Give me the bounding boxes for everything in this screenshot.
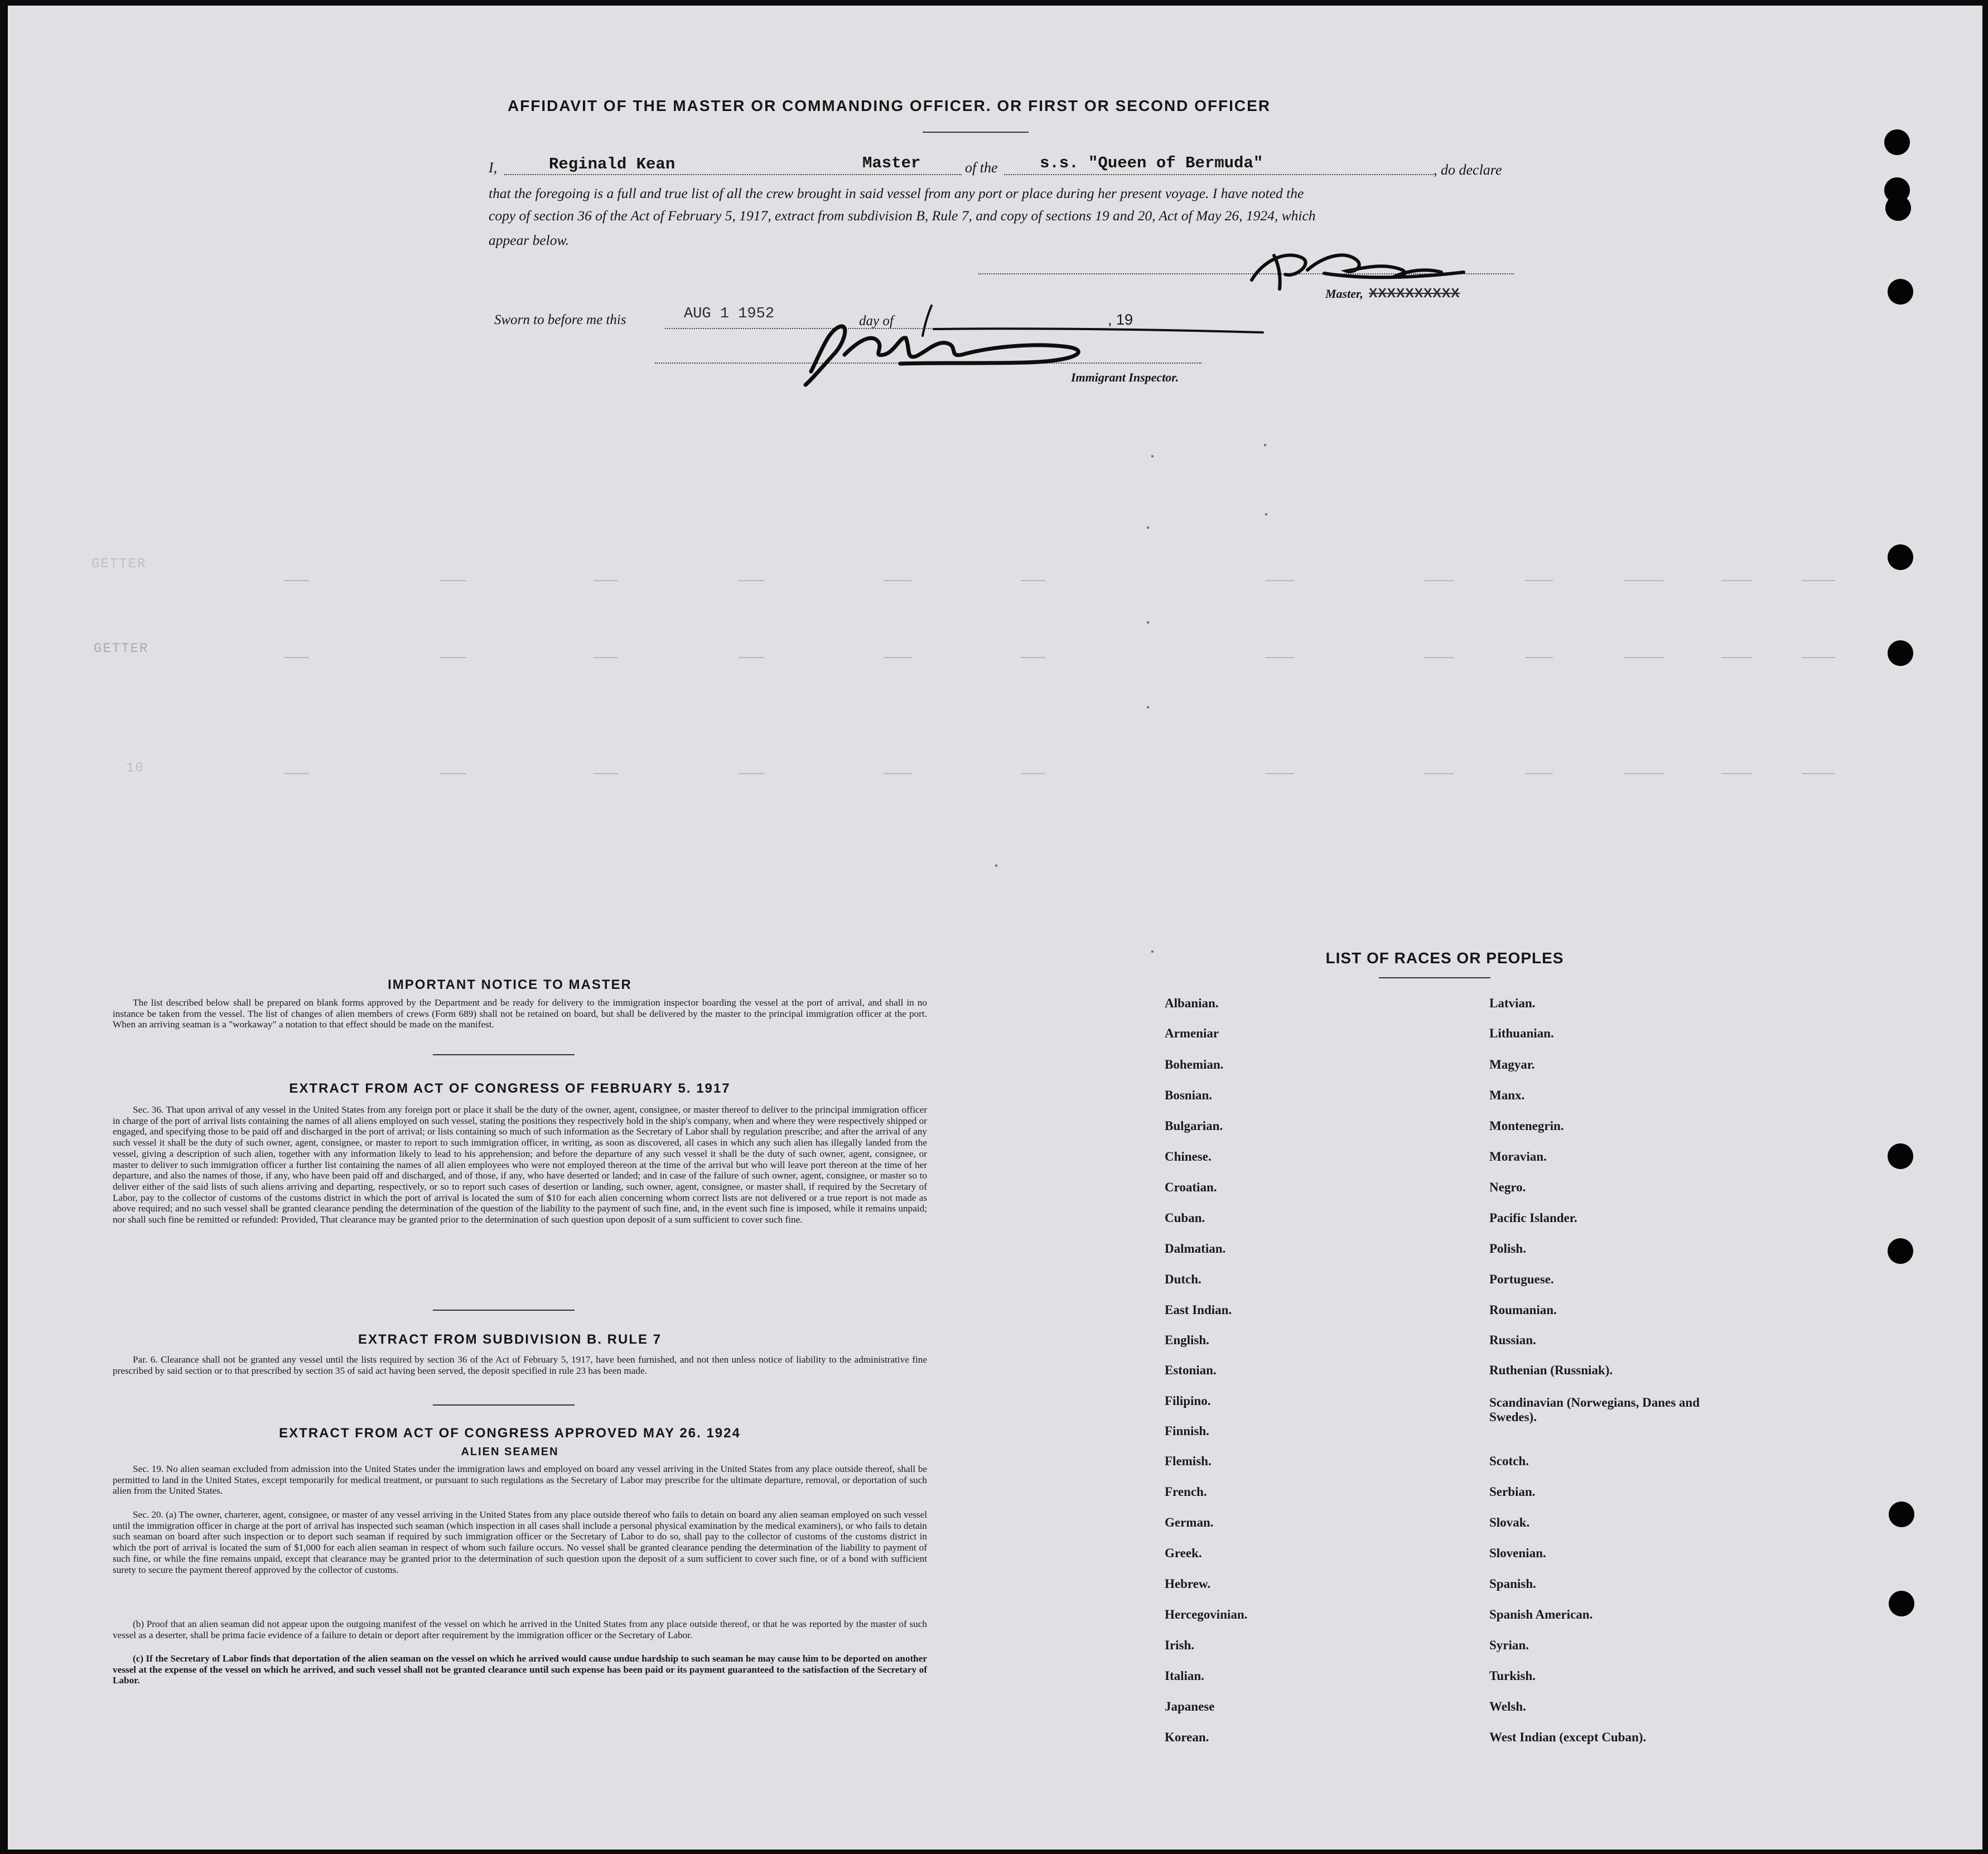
race-item: Armeniar	[1165, 1026, 1219, 1040]
race-item: Polish.	[1489, 1242, 1526, 1256]
affidavit-i-label: I,	[489, 160, 498, 176]
notice-title: IMPORTANT NOTICE TO MASTER	[388, 977, 632, 992]
race-item: English.	[1165, 1333, 1209, 1347]
race-item: Negro.	[1489, 1180, 1526, 1194]
race-item: Spanish American.	[1489, 1607, 1593, 1621]
race-item: Dutch.	[1165, 1272, 1202, 1286]
extract-rule7-title: EXTRACT FROM SUBDIVISION B. RULE 7	[358, 1332, 662, 1347]
race-item: Finnish.	[1165, 1424, 1209, 1438]
race-item: German.	[1165, 1515, 1214, 1529]
race-item: Bohemian.	[1165, 1058, 1224, 1071]
sworn-date-stamp: AUG 1 1952	[684, 306, 775, 322]
race-item: Lithuanian.	[1489, 1026, 1554, 1040]
race-item: Latvian.	[1489, 996, 1536, 1010]
speck	[1147, 706, 1149, 708]
ghost-rule	[593, 773, 618, 774]
ghost-rule	[1265, 773, 1294, 774]
extract-rule7-body: Par. 6. Clearance shall not be granted any vessel until the lists required by section 36 of the Act of February 5, 1917, have been furnished, and not then unless notice of liability to the administrative fine prescribed by said section or to that prescribed by section 35 of said act having been served, the deposit specified in rule 23 has been made.	[113, 1354, 927, 1376]
ghost-rule	[1624, 773, 1663, 774]
master-rank: Master	[862, 154, 921, 172]
race-item: Estonian.	[1165, 1363, 1217, 1377]
ghost-rule	[1802, 657, 1835, 658]
race-item: Syrian.	[1489, 1638, 1529, 1652]
speck	[1151, 455, 1154, 457]
race-item: Slovak.	[1489, 1515, 1530, 1529]
ghost-rule	[440, 580, 466, 581]
race-item: Albanian.	[1165, 996, 1219, 1010]
race-item: Serbian.	[1489, 1485, 1536, 1499]
ghost-rule	[284, 773, 309, 774]
do-declare-label: , do declare	[1434, 162, 1502, 178]
bleed-through-text: 10	[126, 761, 144, 776]
extract-1924-title: EXTRACT FROM ACT OF CONGRESS APPROVED MAY 26. 1924	[279, 1426, 741, 1441]
affidavit-body-line3: appear below.	[489, 232, 570, 248]
name-line	[504, 174, 962, 175]
extract-1924-sec20c: (c) If the Secretary of Labor finds that deportation of the alien seaman on the vessel on which he arrived would cause undue hardship to such seaman he may cause him to be deported on another vessel at the expense of the vessel on which he arrived, and such vessel shall not be granted clearance until such expense has been paid or its payment guaranteed to the satisfaction of the Secretary of Labor.	[113, 1653, 927, 1686]
inspector-caption: Immigrant Inspector.	[1071, 370, 1179, 384]
race-item: Magyar.	[1489, 1058, 1535, 1071]
vessel-line	[1004, 174, 1434, 175]
ghost-rule	[1624, 657, 1663, 658]
master-name: Reginald Kean	[549, 155, 675, 173]
master-caption-struck: XXXXXXXXXX	[1369, 286, 1460, 300]
race-item: Korean.	[1165, 1730, 1209, 1744]
extract-1917-body: Sec. 36. That upon arrival of any vessel in the United States from any foreign port or place it shall be the duty of the owner, agent, consignee, or master thereof to deliver to the principal immigration officer in charge of the port of arrival lists containing the names of all aliens employed on such vessel, stating the positions they respectively hold in the ship's company, when and where they were respectively shipped or engaged, and specifying those to be paid off and discharged in the port of arrival; or lists containing so much of such information as the Secretary of Labor shall by regulation prescribe; and after the arrival of any such vessel it shall be the duty of such owner, agent, consignee, or master to report to such immigration officer, in writing, as soon as discovered, all cases in which any such alien has illegally landed from the vessel, giving a description of such alien, together with any information likely to lead to his apprehension; and before the departure of any such vessel it shall be the duty of such owner, agent, consignee, or master to deliver to such immigration officer a further list containing the names of all alien employees who were not employed thereon at the time of the arrival but who will leave port thereon at the time of her departure, and also the names of those, if any, who have been paid off and discharged, and of those, if any, who have deserted or landed; and in case of the failure of such owner, agent, consignee, or master so to deliver either of the said lists of such aliens arriving and departing, respectively, or so to report such cases of desertion or landing, such owner, agent, consignee, or master shall, if required by the Secretary of Labor, pay to the collector of customs of the customs district in which the port of arrival is located the sum of $10 for each alien concerning whom correct lists are not delivered or a true report is not made as above required; and no such vessel shall be granted clearance pending the determination of the question of the liability to the payment of such fine, and, in the event such fine is imposed, while it remains unpaid; nor shall such fine be remitted or refunded: Provided, That clearance may be granted prior to the determination of such question upon deposit of a sum sufficient to cover such fine.	[113, 1104, 927, 1225]
extract-1924-sec20a: Sec. 20. (a) The owner, charterer, agent, consignee, or master of any vessel arriving in the United States from any place outside thereof who fails to detain on board any alien seaman employed on such vessel until the immigration officer in charge at the port of arrival has inspected such seaman (which inspection in all cases shall include a personal physical examination by the medical examiners), or who fails to detain such seaman on board after such inspection or to deport such seaman if required by such immigration officer or the Secretary of Labor to do so, shall pay to the collector of customs of the customs district in which the port of arrival is located the sum of $1,000 for each alien seaman in respect of whom such failure occurs. No vessel shall be granted clearance pending the determination of the liability to payment of such fine, or while the fine remains unpaid, except that clearance may be granted prior to the determination of such question upon the deposit of a sum sufficient to cover such fine, or of a bond with sufficient surety to secure the payment thereof approved by the collector of customs.	[113, 1509, 927, 1575]
race-item: Pacific Islander.	[1489, 1211, 1577, 1225]
ghost-rule	[1721, 773, 1753, 774]
ghost-rule	[1802, 773, 1835, 774]
document-page	[8, 6, 1982, 1850]
ghost-rule	[739, 657, 764, 658]
ghost-rule	[1525, 657, 1553, 658]
affidavit-title: AFFIDAVIT OF THE MASTER OR COMMANDING OFFICER. OR FIRST OR SECOND OFFICER	[507, 97, 1271, 114]
race-item: Roumanian.	[1489, 1303, 1557, 1317]
race-item: Dalmatian.	[1165, 1242, 1226, 1256]
race-item: Scandinavian (Norwegians, Danes and Swedes).	[1489, 1396, 1700, 1424]
ghost-rule	[1021, 773, 1045, 774]
race-item: Cuban.	[1165, 1211, 1205, 1225]
ghost-rule	[1802, 580, 1835, 581]
year-prefix: , 19	[1108, 311, 1133, 328]
ghost-rule	[739, 580, 764, 581]
extract-1917-title: EXTRACT FROM ACT OF CONGRESS OF FEBRUARY 5. 1917	[289, 1081, 731, 1096]
speck	[995, 865, 997, 867]
race-item: French.	[1165, 1485, 1207, 1499]
race-item: Welsh.	[1489, 1700, 1526, 1713]
race-item: Manx.	[1489, 1088, 1525, 1102]
affidavit-body-line1: that the foregoing is a full and true list of all the crew brought in said vessel from any port or place during her present voyage. I have noted the	[489, 185, 1304, 201]
ghost-rule	[884, 657, 911, 658]
race-item: Turkish.	[1489, 1669, 1536, 1683]
ghost-rule	[284, 580, 309, 581]
race-item: Croatian.	[1165, 1180, 1217, 1194]
ghost-rule	[593, 657, 618, 658]
ghost-rule	[1021, 580, 1045, 581]
race-item: Moravian.	[1489, 1150, 1547, 1163]
extract-1924-sec19: Sec. 19. No alien seaman excluded from admission into the United States under the immigration laws and employed on board any vessel arriving in the United States from any place outside thereof, shall be permitted to land in the United States, except temporarily for medical treatment, or pursuant to such regulations as the Secretary of Labor may prescribe for the ultimate departure, removal, or deportation of such alien from the United States.	[113, 1464, 927, 1496]
race-item: Bulgarian.	[1165, 1119, 1223, 1133]
race-item: Russian.	[1489, 1333, 1536, 1347]
inspector-signature	[789, 316, 1101, 388]
extract-1924-subtitle: ALIEN SEAMEN	[461, 1446, 559, 1458]
master-caption: Master,	[1325, 287, 1363, 301]
ghost-rule	[1525, 580, 1553, 581]
speck	[1147, 527, 1149, 529]
affidavit-body-line2: copy of section 36 of the Act of February 5, 1917, extract from subdivision B, Rule 7, and copy of sections 19 and 20, Act of May 26, 1924, which	[489, 207, 1316, 224]
ghost-rule	[1425, 580, 1454, 581]
speck	[1265, 513, 1267, 515]
divider	[923, 132, 1029, 133]
divider	[1379, 977, 1490, 978]
divider	[433, 1054, 575, 1055]
race-item: Italian.	[1165, 1669, 1204, 1683]
race-item: Chinese.	[1165, 1150, 1212, 1163]
race-item: Japanese	[1165, 1700, 1215, 1713]
binder-hole	[1889, 1501, 1914, 1527]
ghost-rule	[1525, 773, 1553, 774]
race-item: Spanish.	[1489, 1577, 1536, 1591]
ghost-rule	[1721, 580, 1753, 581]
race-item: East Indian.	[1165, 1303, 1232, 1317]
ghost-rule	[884, 580, 911, 581]
ghost-rule	[440, 773, 466, 774]
race-item: Scotch.	[1489, 1454, 1529, 1468]
race-item: Bosnian.	[1165, 1088, 1213, 1102]
race-item: West Indian (except Cuban).	[1489, 1730, 1647, 1744]
binder-hole	[1885, 195, 1911, 221]
speck	[1264, 444, 1266, 446]
race-item: Greek.	[1165, 1546, 1202, 1560]
race-item: Portuguese.	[1489, 1272, 1554, 1286]
binder-hole	[1884, 129, 1910, 155]
races-title: LIST OF RACES OR PEOPLES	[1325, 949, 1564, 967]
bleed-through-text: GETTER	[91, 557, 147, 572]
extract-1924-sec20b: (b) Proof that an alien seaman did not appear upon the outgoing manifest of the vessel on which he arrived in the United States from any place outside thereof, or that he was reported by the master of such vessel as a deserter, shall be prima facie evidence of a failure to detain or deport after requirement by the immigration officer or the Secretary of Labor.	[113, 1619, 927, 1640]
ghost-rule	[884, 773, 911, 774]
race-item: Irish.	[1165, 1638, 1195, 1652]
ghost-rule	[284, 657, 309, 658]
day-of-label: day of	[859, 313, 894, 329]
race-item: Hebrew.	[1165, 1577, 1210, 1591]
ghost-rule	[593, 580, 618, 581]
divider	[433, 1404, 575, 1406]
vessel-name: s.s. "Queen of Bermuda"	[1040, 154, 1263, 172]
sworn-label: Sworn to before me this	[494, 312, 626, 327]
ghost-rule	[440, 657, 466, 658]
notice-body: The list described below shall be prepared on blank forms approved by the Department and be ready for delivery to the immigration inspector boarding the vessel at the port of arrival, and shall in no instance be taken from the vessel. The list of changes of alien members of crews (Form 689) shall not be retained on board, but shall be delivered by the master to the principal immigration officer at the port. When an arriving seaman is a "workaway" a notation to that effect should be made on the manifest.	[113, 997, 927, 1030]
race-item: Filipino.	[1165, 1394, 1211, 1408]
race-item: Hercegovinian.	[1165, 1607, 1248, 1621]
ghost-rule	[1265, 580, 1294, 581]
ghost-rule	[1624, 580, 1663, 581]
ghost-rule	[1265, 657, 1294, 658]
ghost-rule	[1425, 657, 1454, 658]
binder-hole	[1888, 1143, 1913, 1169]
ghost-rule	[1021, 657, 1045, 658]
of-the-label: of the	[965, 160, 998, 176]
binder-hole	[1889, 1591, 1914, 1616]
binder-hole	[1888, 279, 1913, 305]
divider	[433, 1310, 575, 1311]
ghost-rule	[739, 773, 764, 774]
race-item: Flemish.	[1165, 1454, 1212, 1468]
binder-hole	[1888, 640, 1913, 666]
speck	[1151, 950, 1154, 953]
bleed-through-text: GETTER	[94, 641, 149, 656]
ghost-rule	[1721, 657, 1753, 658]
race-item: Montenegrin.	[1489, 1119, 1564, 1133]
speck	[1147, 621, 1149, 624]
race-item: Ruthenian (Russniak).	[1489, 1363, 1613, 1377]
race-item: Slovenian.	[1489, 1546, 1546, 1560]
ghost-rule	[1425, 773, 1454, 774]
binder-hole	[1888, 544, 1913, 570]
binder-hole	[1888, 1238, 1913, 1264]
